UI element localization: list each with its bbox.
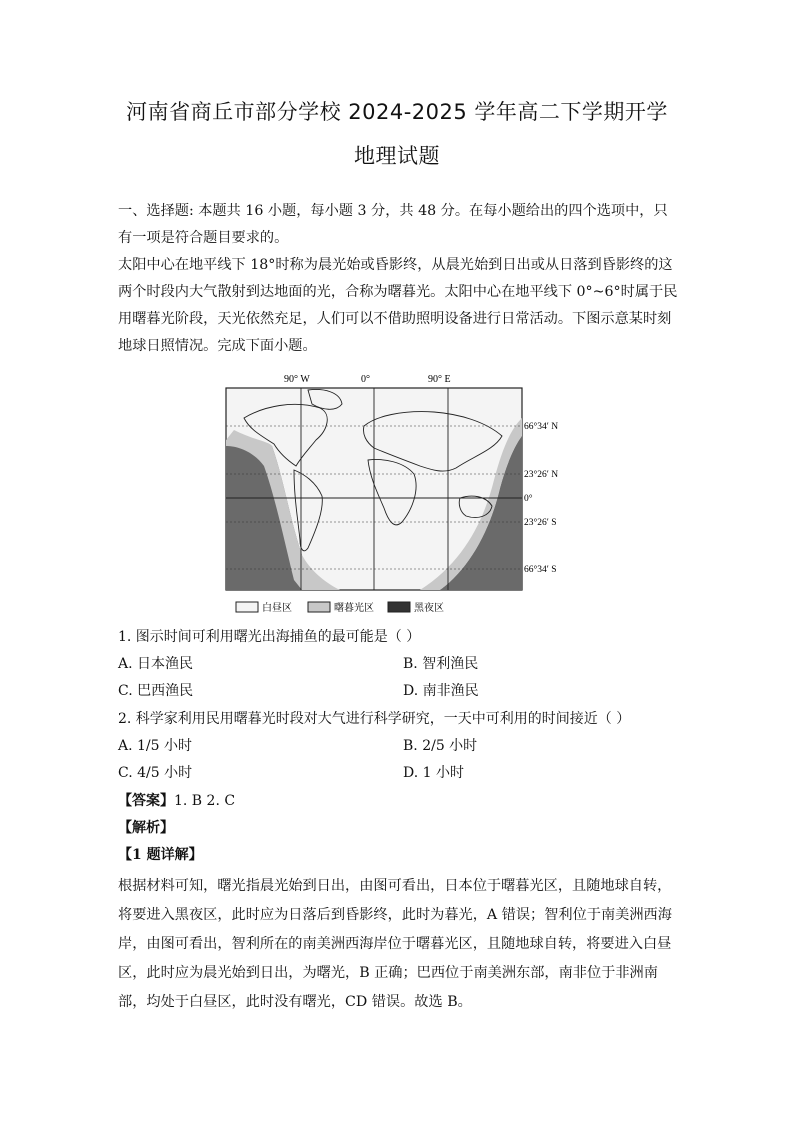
q2-option-a[interactable]: A. 1/5 小时 [118, 738, 192, 754]
lon-label-90e: 90° E [428, 374, 451, 385]
section-intro: 一、选择题: 本题共 16 小题，每小题 3 分，共 48 分。在每小题给出的四个选项中，只有一项是符合题目要求的。 [118, 203, 668, 246]
lat-label-6634s: 66°34′ S [524, 565, 557, 575]
q2-option-c[interactable]: C. 4/5 小时 [118, 765, 193, 781]
title-line-2: 地理试题 [354, 144, 440, 168]
analysis-label: 【解析】 [118, 820, 174, 836]
question-1-stem: 1. 图示时间可利用曙光出海捕鱼的最可能是（ ） [118, 629, 421, 645]
material-text: 太阳中心在地平线下 18°时称为晨光始或昏影终，从晨光始到日出或从日落到昏影终的这两个时段内大气散射到达地面的光，合称为曙暮光。太阳中心在地平线下 0°~6°时属于民用曙暮光阶段，天光依然充足，人们可以不借助照明设备进行日常活动。下图示意某时刻地球日照情况。完成下面小题。 [118, 257, 678, 354]
map-frame [226, 388, 522, 590]
lat-label-0: 0° [524, 494, 533, 504]
analysis-text: 根据材料可知，曙光指晨光始到日出，由图可看出，日本位于曙暮光区，且随地球自转，将要进入黑夜区，此时应为日落后到昏影终，此时为暮光，A 错误；智利位于南美洲西海岸，由图可看出，智利所在的南美洲西海岸位于曙暮光区，且随地球自转，将要进入白昼区，此时应为晨光始到日出，为曙光，B 正确；巴西位于南美洲东部，南非位于非洲南部，均处于白昼区，此时没有曙光，CD 错误。故选 B。 [118, 878, 672, 1010]
legend-day: 白昼区 [262, 603, 292, 614]
answer-label: 【答案】 [118, 793, 174, 809]
legend-twilight: 曙暮光区 [334, 603, 374, 614]
map-legend [236, 601, 444, 614]
q2-option-b[interactable]: B. 2/5 小时 [403, 738, 478, 754]
answer-line [118, 791, 235, 811]
lat-label-2326n: 23°26′ N [524, 470, 559, 480]
lat-label-2326s: 23°26′ S [524, 518, 557, 528]
title-line-1: 河南省商丘市部分学校 2024-2025 学年高二下学期开学 [126, 100, 668, 124]
lat-label-6634n: 66°34′ N [524, 422, 559, 432]
q1-option-c[interactable]: C. 巴西渔民 [118, 683, 194, 699]
q1-option-b[interactable]: B. 智利渔民 [403, 656, 479, 672]
q1-option-a[interactable]: A. 日本渔民 [118, 656, 194, 672]
legend-night: 黑夜区 [414, 603, 444, 614]
world-illumination-map [224, 370, 574, 620]
answer-text: 1. B 2. C [174, 793, 236, 809]
q1-option-d[interactable]: D. 南非渔民 [403, 683, 479, 699]
lon-label-0: 0° [361, 374, 370, 385]
detail-label: 【1 题详解】 [118, 847, 203, 863]
lon-label-90w: 90° W [284, 374, 310, 385]
q2-option-d[interactable]: D. 1 小时 [403, 765, 464, 781]
question-2-stem: 2. 科学家利用民用曙暮光时段对大气进行科学研究，一天中可利用的时间接近（ ） [118, 711, 631, 727]
